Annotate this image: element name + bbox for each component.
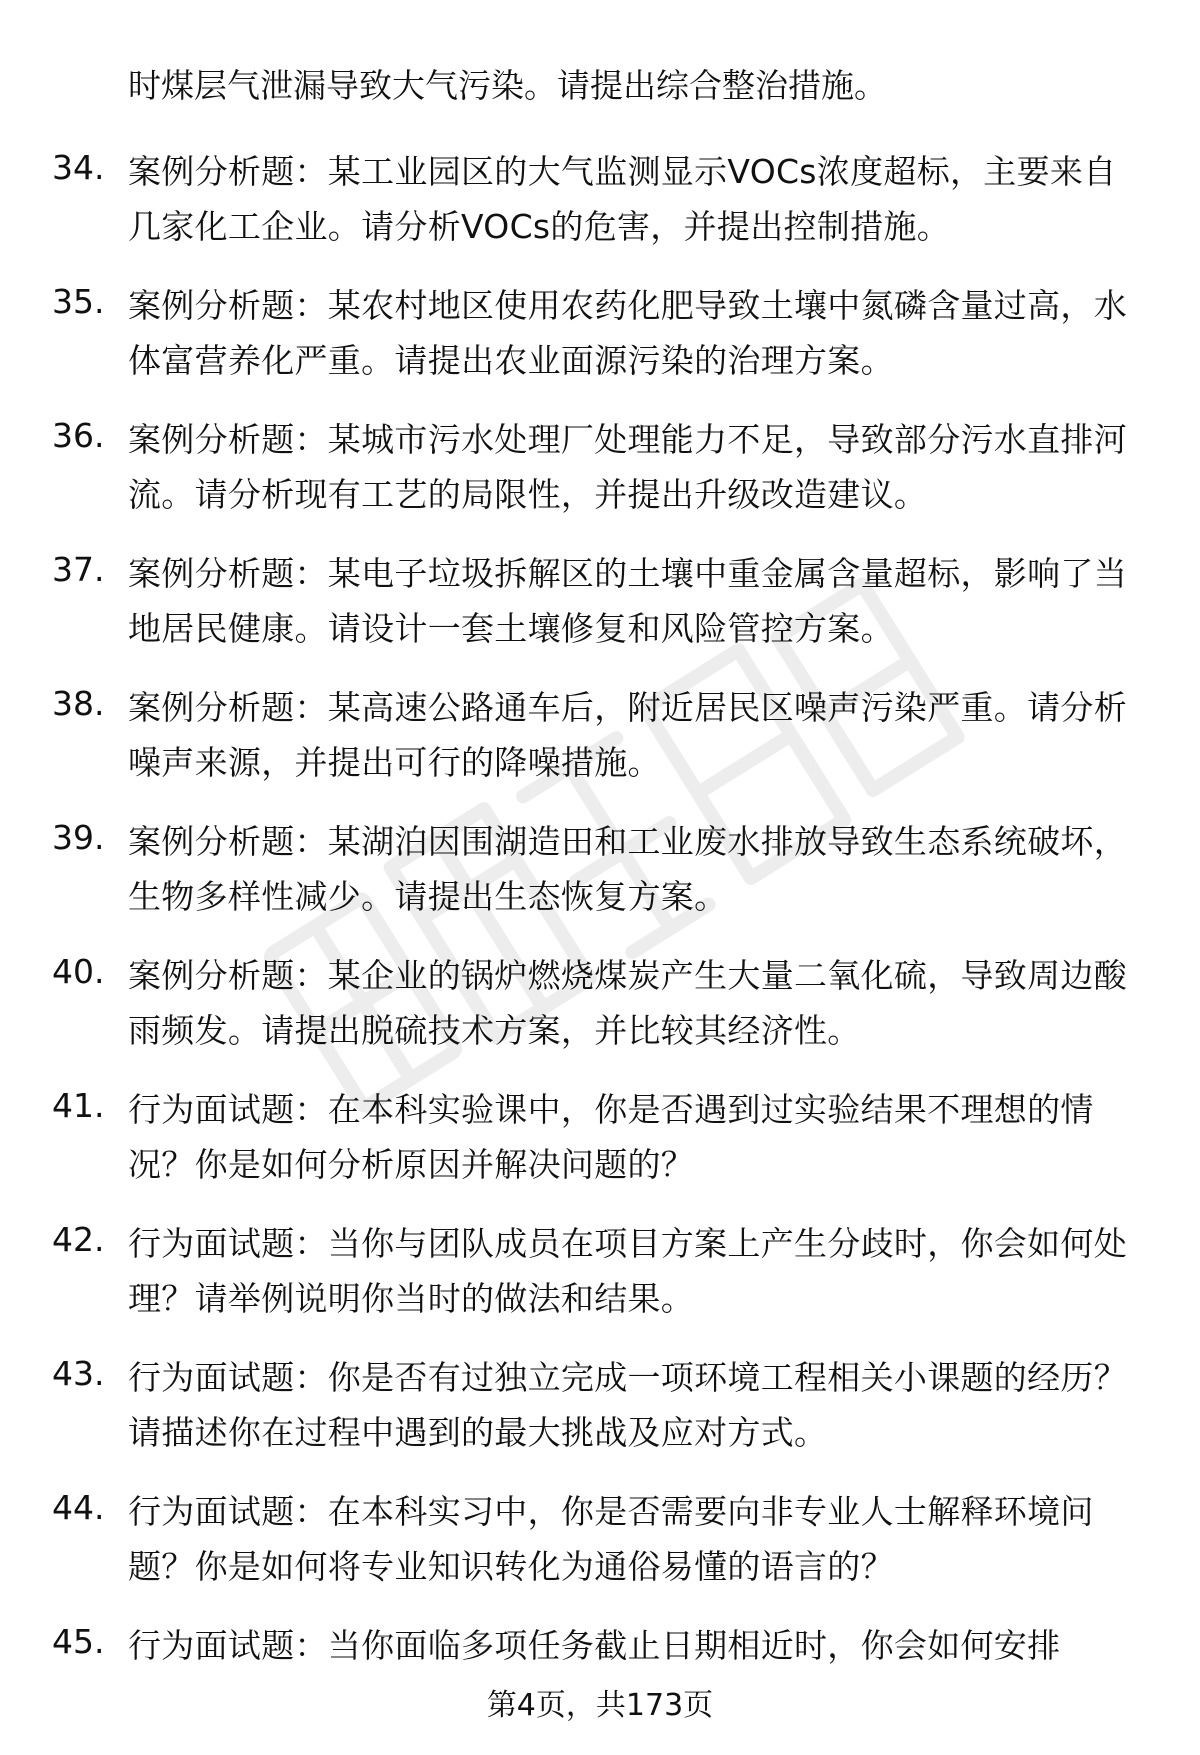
question-number: 41. xyxy=(52,1086,105,1125)
question-item-42 xyxy=(0,1206,1200,1340)
question-number: 42. xyxy=(52,1220,105,1259)
question-item-41 xyxy=(0,1072,1200,1206)
question-item-44 xyxy=(0,1474,1200,1608)
question-list xyxy=(0,134,1200,1742)
question-item-38 xyxy=(0,670,1200,804)
question-item-35 xyxy=(0,268,1200,402)
question-text: 案例分析题：某高速公路通车后，附近居民区噪声污染严重。请分析噪声来源，并提出可行的降噪措施。 xyxy=(128,688,1127,782)
question-text: 行为面试题：当你面临多项任务截止日期相近时，你会如何安排 xyxy=(128,1626,1061,1665)
question-text: 行为面试题：在本科实习中，你是否需要向非专业人士解释环境问题？你是如何将专业知识转化为通俗易懂的语言的？ xyxy=(128,1492,1094,1586)
question-number: 44. xyxy=(52,1488,105,1527)
question-item-36 xyxy=(0,402,1200,536)
question-number: 34. xyxy=(52,148,105,187)
question-item-39 xyxy=(0,804,1200,938)
question-number: 38. xyxy=(52,684,105,723)
question-text: 行为面试题：当你与团队成员在项目方案上产生分歧时，你会如何处理？请举例说明你当时的做法和结果。 xyxy=(128,1224,1127,1318)
question-text: 行为面试题：你是否有过独立完成一项环境工程相关小课题的经历？请描述你在过程中遇到的最大挑战及应对方式。 xyxy=(128,1358,1127,1452)
question-text: 案例分析题：某企业的锅炉燃烧煤炭产生大量二氧化硫，导致周边酸雨频发。请提出脱硫技术方案，并比较其经济性。 xyxy=(128,956,1127,1050)
question-text: 行为面试题：在本科实验课中，你是否遇到过实验结果不理想的情况？你是如何分析原因并解决问题的？ xyxy=(128,1090,1094,1184)
question-number: 40. xyxy=(52,952,105,991)
question-item-37 xyxy=(0,536,1200,670)
question-item-43 xyxy=(0,1340,1200,1474)
question-text: 案例分析题：某农村地区使用农药化肥导致土壤中氮磷含量过高，水体富营养化严重。请提出农业面源污染的治理方案。 xyxy=(128,286,1127,380)
question-number: 39. xyxy=(52,818,105,857)
question-number: 35. xyxy=(52,282,105,321)
question-text: 案例分析题：某工业园区的大气监测显示VOCs浓度超标，主要来自几家化工企业。请分析VOCs的危害，并提出控制措施。 xyxy=(128,152,1117,246)
continued-question-text: 时煤层气泄漏导致大气污染。请提出综合整治措施。 xyxy=(128,66,887,105)
question-text: 案例分析题：某电子垃圾拆解区的土壤中重金属含量超标，影响了当地居民健康。请设计一套土壤修复和风险管控方案。 xyxy=(128,554,1127,648)
question-item-34 xyxy=(0,134,1200,268)
question-text: 案例分析题：某城市污水处理厂处理能力不足，导致部分污水直排河流。请分析现有工艺的局限性，并提出升级改造建议。 xyxy=(128,420,1127,514)
question-number: 43. xyxy=(52,1354,105,1393)
question-number: 36. xyxy=(52,416,105,455)
question-text: 案例分析题：某湖泊因围湖造田和工业废水排放导致生态系统破坏，生物多样性减少。请提出生态恢复方案。 xyxy=(128,822,1127,916)
question-number: 45. xyxy=(52,1622,105,1661)
page-number-footer: 第4页，共173页 xyxy=(486,1688,714,1723)
question-number: 37. xyxy=(52,550,105,589)
question-item-40 xyxy=(0,938,1200,1072)
